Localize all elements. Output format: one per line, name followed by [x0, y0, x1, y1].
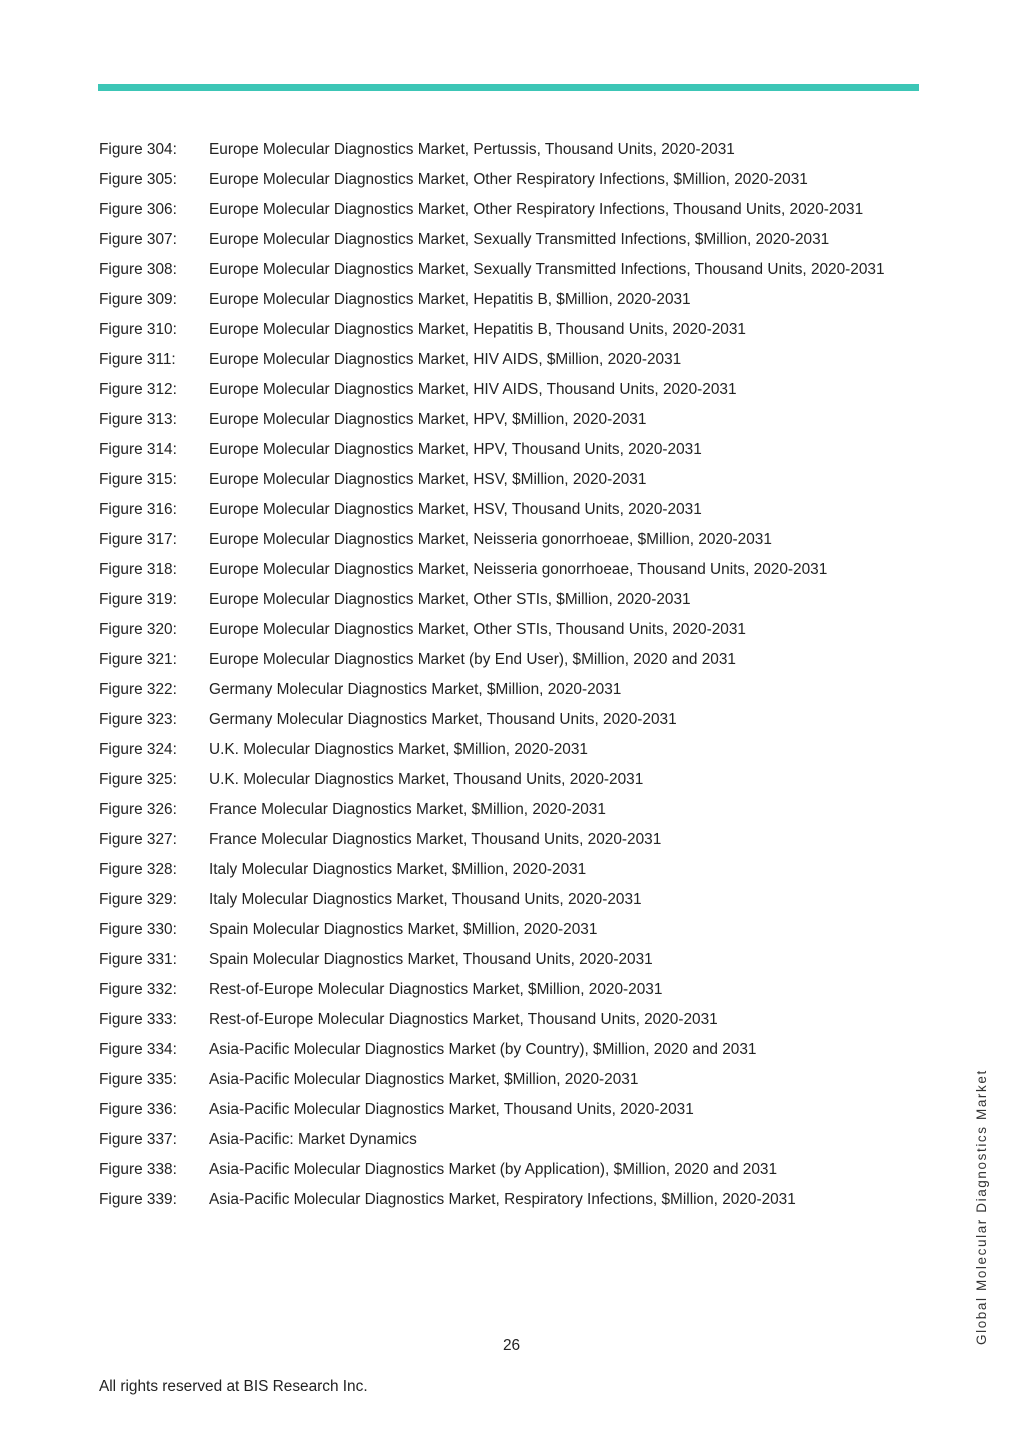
figure-title: Asia-Pacific Molecular Diagnostics Market, $Million, 2020-2031 — [209, 1071, 639, 1088]
figure-title: Germany Molecular Diagnostics Market, $Million, 2020-2031 — [209, 681, 622, 698]
list-item — [99, 1010, 889, 1030]
figure-title: Europe Molecular Diagnostics Market, Other STIs, $Million, 2020-2031 — [209, 591, 691, 608]
figure-number: Figure 326: — [99, 801, 177, 818]
list-item — [99, 230, 889, 250]
figure-title: Europe Molecular Diagnostics Market, Neisseria gonorrhoeae, $Million, 2020-2031 — [209, 531, 772, 548]
list-item — [99, 620, 889, 640]
list-item — [99, 980, 889, 1000]
figure-number: Figure 322: — [99, 681, 177, 698]
figure-number: Figure 330: — [99, 921, 177, 938]
figure-number: Figure 323: — [99, 711, 177, 728]
figure-number: Figure 314: — [99, 441, 177, 458]
figure-number: Figure 309: — [99, 291, 177, 308]
figure-title: Europe Molecular Diagnostics Market, HSV, $Million, 2020-2031 — [209, 471, 647, 488]
list-item — [99, 920, 889, 940]
list-item — [99, 1100, 889, 1120]
figure-title: Asia-Pacific Molecular Diagnostics Market (by Application), $Million, 2020 and 2031 — [209, 1161, 778, 1178]
figure-title: Asia-Pacific Molecular Diagnostics Market, Thousand Units, 2020-2031 — [209, 1101, 694, 1118]
figure-title: Europe Molecular Diagnostics Market, HPV, Thousand Units, 2020-2031 — [209, 441, 702, 458]
figure-number: Figure 332: — [99, 981, 177, 998]
figure-title: Europe Molecular Diagnostics Market, Other Respiratory Infections, $Million, 2020-2031 — [209, 171, 808, 188]
list-item — [99, 350, 889, 370]
figure-number: Figure 321: — [99, 651, 177, 668]
figure-number: Figure 312: — [99, 381, 177, 398]
figure-title: Spain Molecular Diagnostics Market, Thousand Units, 2020-2031 — [209, 951, 653, 968]
list-item — [99, 200, 889, 220]
figure-number: Figure 308: — [99, 261, 177, 278]
list-item — [99, 770, 889, 790]
list-item — [99, 950, 889, 970]
list-of-figures — [99, 140, 889, 1220]
figure-number: Figure 328: — [99, 861, 177, 878]
figure-title: Asia-Pacific Molecular Diagnostics Market, Respiratory Infections, $Million, 2020-2031 — [209, 1191, 796, 1208]
list-item — [99, 500, 889, 520]
figure-number: Figure 320: — [99, 621, 177, 638]
figure-title: Asia-Pacific Molecular Diagnostics Market (by Country), $Million, 2020 and 2031 — [209, 1041, 757, 1058]
figure-title: Italy Molecular Diagnostics Market, $Million, 2020-2031 — [209, 861, 587, 878]
figure-number: Figure 337: — [99, 1131, 177, 1148]
figure-title: Europe Molecular Diagnostics Market, Other Respiratory Infections, Thousand Units, 2020-2031 — [209, 201, 864, 218]
figure-number: Figure 304: — [99, 141, 177, 158]
figure-number: Figure 327: — [99, 831, 177, 848]
list-item — [99, 410, 889, 430]
figure-title: Europe Molecular Diagnostics Market (by End User), $Million, 2020 and 2031 — [209, 651, 736, 668]
figure-title: Europe Molecular Diagnostics Market, HSV, Thousand Units, 2020-2031 — [209, 501, 702, 518]
list-item — [99, 740, 889, 760]
list-item — [99, 380, 889, 400]
figure-number: Figure 333: — [99, 1011, 177, 1028]
figure-title: Europe Molecular Diagnostics Market, Hepatitis B, Thousand Units, 2020-2031 — [209, 321, 746, 338]
figure-number: Figure 334: — [99, 1041, 177, 1058]
figure-number: Figure 318: — [99, 561, 177, 578]
list-item — [99, 320, 889, 340]
figure-title: U.K. Molecular Diagnostics Market, $Million, 2020-2031 — [209, 741, 588, 758]
figure-number: Figure 310: — [99, 321, 177, 338]
figure-number: Figure 325: — [99, 771, 177, 788]
list-item — [99, 890, 889, 910]
figure-number: Figure 317: — [99, 531, 177, 548]
figure-title: Europe Molecular Diagnostics Market, HIV AIDS, Thousand Units, 2020-2031 — [209, 381, 737, 398]
figure-title: Europe Molecular Diagnostics Market, Pertussis, Thousand Units, 2020-2031 — [209, 141, 735, 158]
list-item — [99, 530, 889, 550]
figure-number: Figure 313: — [99, 411, 177, 428]
header-accent-rule — [98, 84, 919, 91]
list-item — [99, 1160, 889, 1180]
list-item — [99, 560, 889, 580]
figure-number: Figure 305: — [99, 171, 177, 188]
figure-number: Figure 316: — [99, 501, 177, 518]
figure-title: Spain Molecular Diagnostics Market, $Million, 2020-2031 — [209, 921, 598, 938]
figure-title: Italy Molecular Diagnostics Market, Thousand Units, 2020-2031 — [209, 891, 642, 908]
figure-number: Figure 339: — [99, 1191, 177, 1208]
list-item — [99, 170, 889, 190]
figure-title: Germany Molecular Diagnostics Market, Thousand Units, 2020-2031 — [209, 711, 677, 728]
list-item — [99, 1130, 889, 1150]
figure-title: Rest-of-Europe Molecular Diagnostics Market, $Million, 2020-2031 — [209, 981, 663, 998]
list-item — [99, 1040, 889, 1060]
list-item — [99, 800, 889, 820]
figure-number: Figure 311: — [99, 351, 176, 368]
figure-number: Figure 324: — [99, 741, 177, 758]
figure-title: Rest-of-Europe Molecular Diagnostics Market, Thousand Units, 2020-2031 — [209, 1011, 718, 1028]
figure-title: Europe Molecular Diagnostics Market, HIV AIDS, $Million, 2020-2031 — [209, 351, 682, 368]
figure-number: Figure 331: — [99, 951, 177, 968]
list-item — [99, 830, 889, 850]
list-item — [99, 680, 889, 700]
copyright-footer: All rights reserved at BIS Research Inc. — [99, 1378, 368, 1395]
list-item — [99, 290, 889, 310]
figure-title: Europe Molecular Diagnostics Market, Hepatitis B, $Million, 2020-2031 — [209, 291, 691, 308]
list-item — [99, 260, 889, 280]
figure-title: Europe Molecular Diagnostics Market, Sexually Transmitted Infections, $Million, 2020-2031 — [209, 231, 830, 248]
figure-title: Europe Molecular Diagnostics Market, Sexually Transmitted Infections, Thousand Units, 2020-2031 — [209, 261, 885, 278]
list-item — [99, 710, 889, 730]
figure-number: Figure 338: — [99, 1161, 177, 1178]
figure-number: Figure 306: — [99, 201, 177, 218]
figure-number: Figure 336: — [99, 1101, 177, 1118]
figure-number: Figure 307: — [99, 231, 177, 248]
figure-number: Figure 335: — [99, 1071, 177, 1088]
figure-number: Figure 329: — [99, 891, 177, 908]
figure-title: Europe Molecular Diagnostics Market, Neisseria gonorrhoeae, Thousand Units, 2020-2031 — [209, 561, 828, 578]
list-item — [99, 1190, 889, 1210]
figure-number: Figure 319: — [99, 591, 177, 608]
figure-number: Figure 315: — [99, 471, 177, 488]
figure-title: Europe Molecular Diagnostics Market, HPV, $Million, 2020-2031 — [209, 411, 647, 428]
figure-title: France Molecular Diagnostics Market, $Million, 2020-2031 — [209, 801, 606, 818]
list-item — [99, 860, 889, 880]
list-item — [99, 440, 889, 460]
list-item — [99, 470, 889, 490]
figure-title: Asia-Pacific: Market Dynamics — [209, 1131, 417, 1148]
list-item — [99, 650, 889, 670]
list-item — [99, 1070, 889, 1090]
figure-title: U.K. Molecular Diagnostics Market, Thousand Units, 2020-2031 — [209, 771, 644, 788]
list-item — [99, 590, 889, 610]
list-item — [99, 140, 889, 160]
figure-title: Europe Molecular Diagnostics Market, Other STIs, Thousand Units, 2020-2031 — [209, 621, 746, 638]
vertical-report-title: Global Molecular Diagnostics Market — [974, 1069, 989, 1345]
page-number: 26 — [502, 1337, 521, 1354]
figure-title: France Molecular Diagnostics Market, Thousand Units, 2020-2031 — [209, 831, 662, 848]
